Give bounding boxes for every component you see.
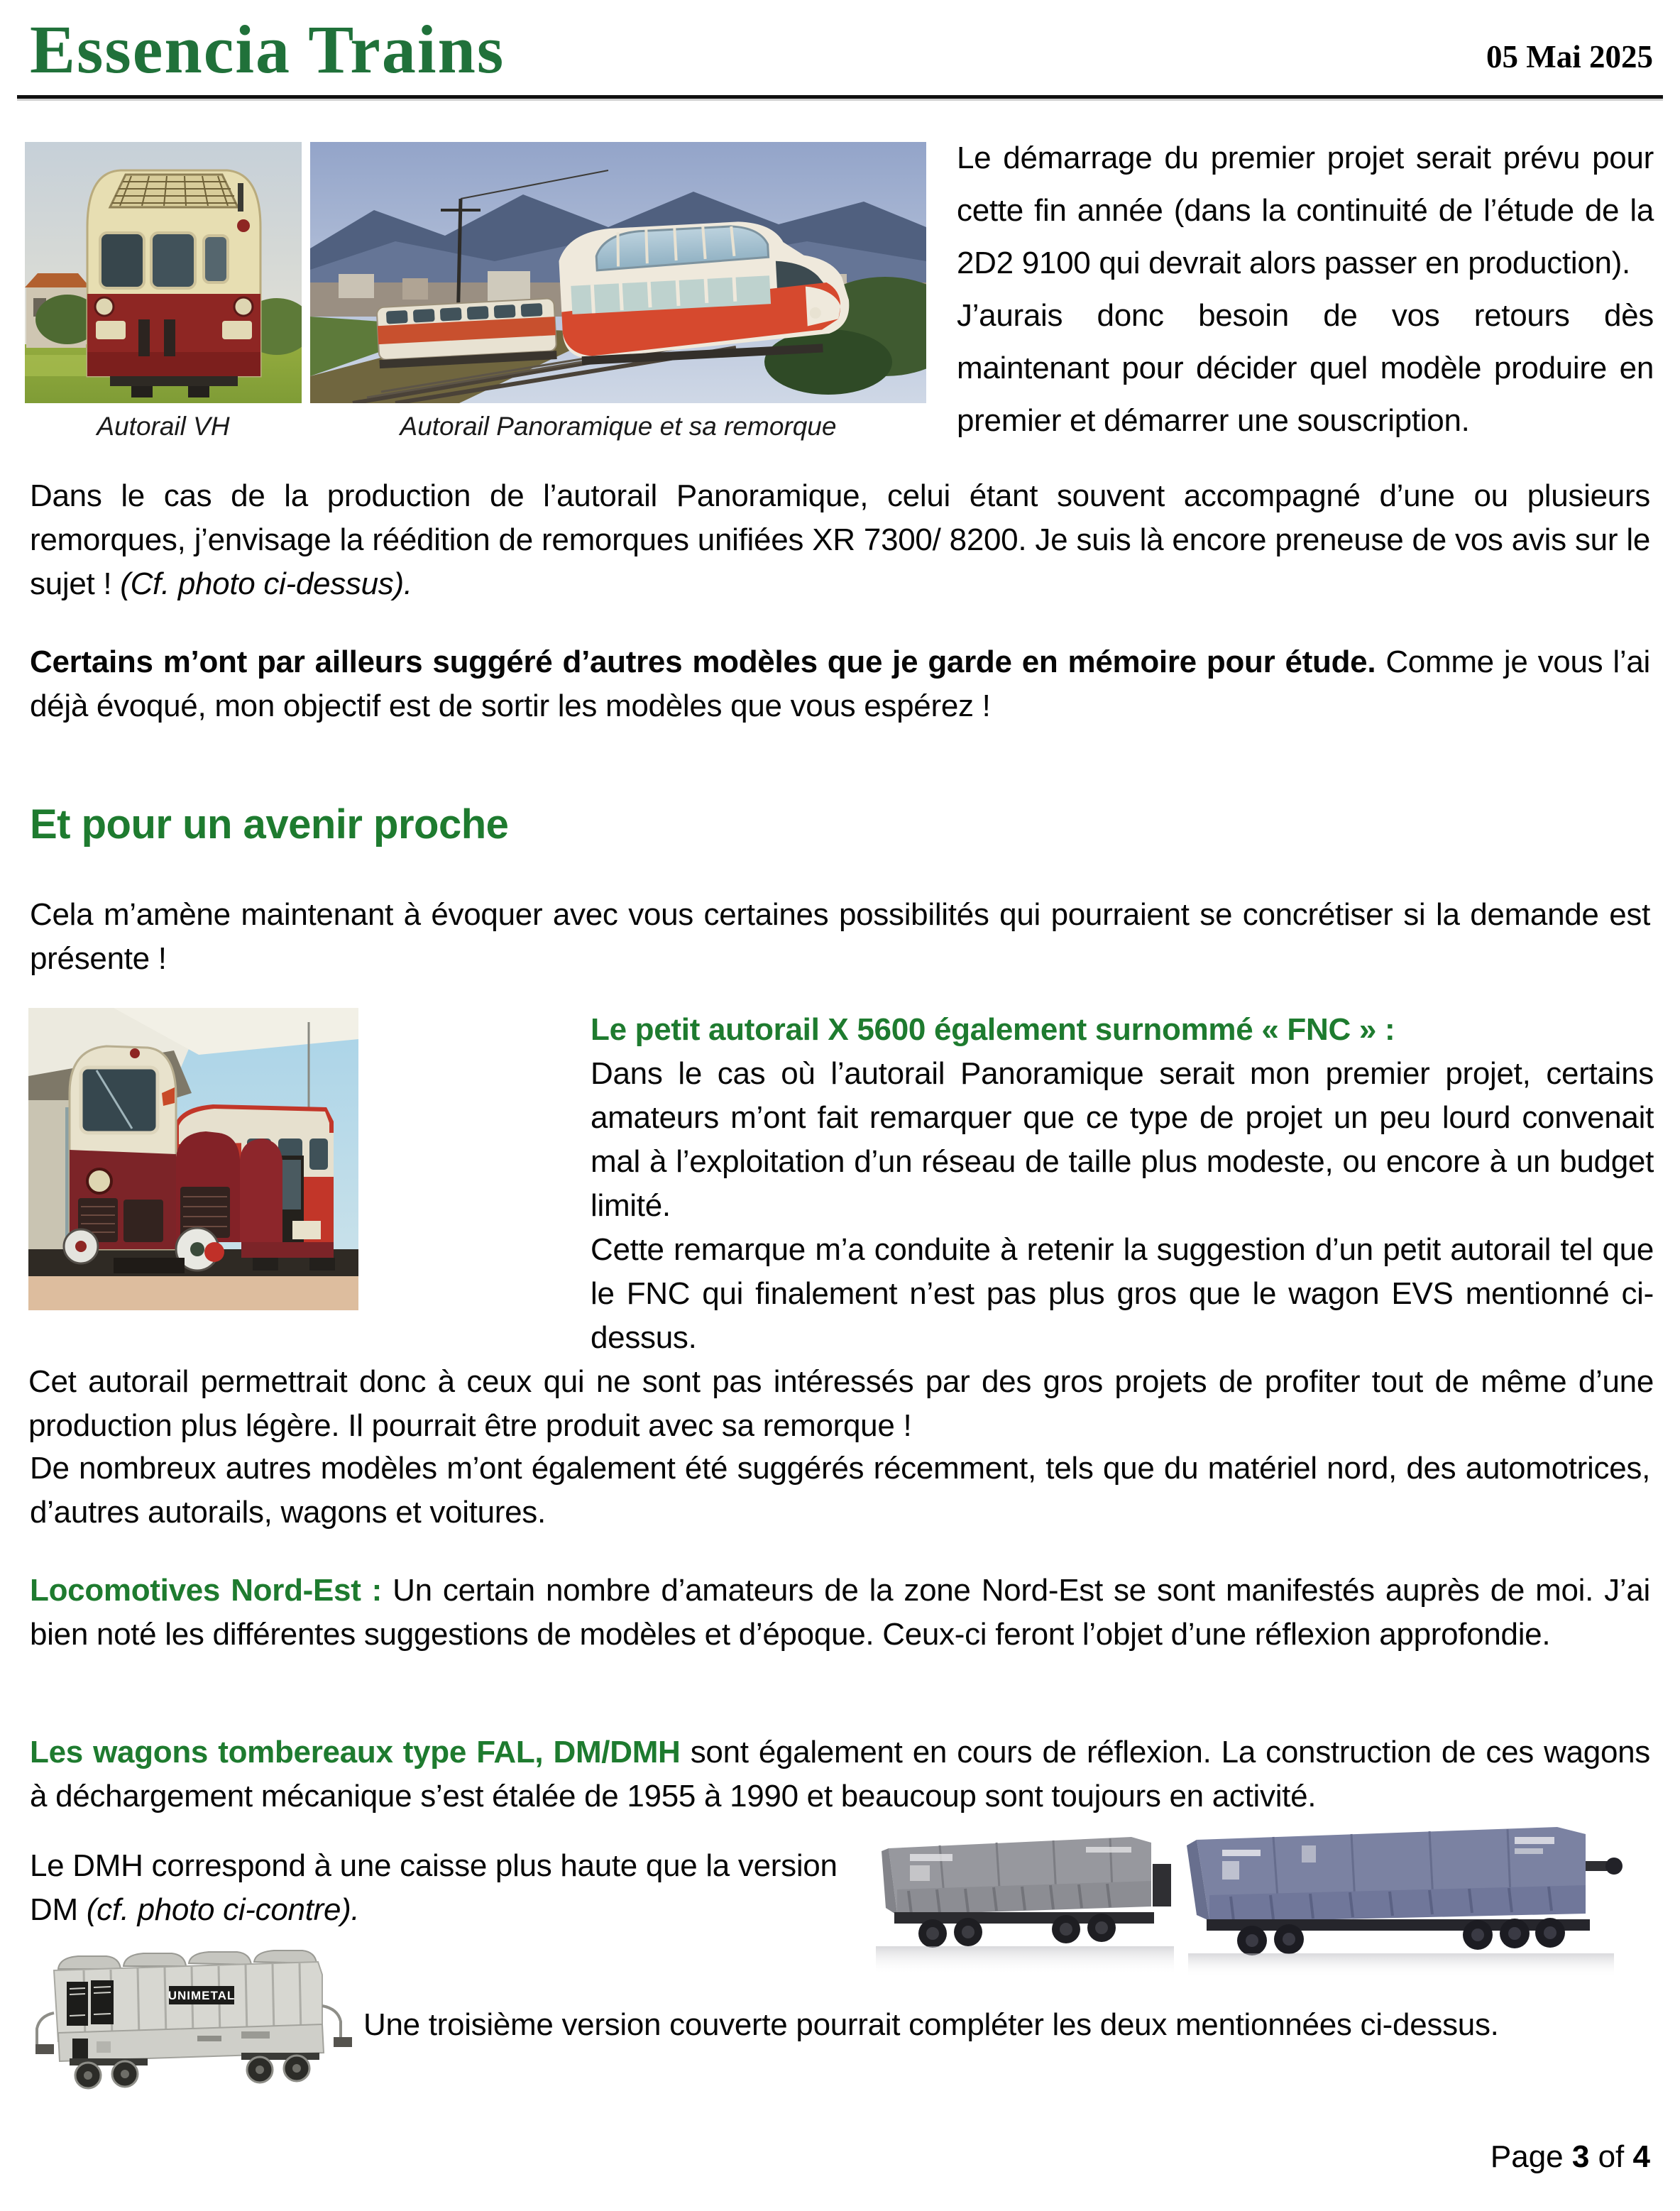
dmh-text: Le DMH correspond à une caisse plus haute que la version DM [30, 1848, 838, 1927]
paragraph-avenir-intro: Cela m’amène maintenant à évoquer avec vous certaines possibilités qui pourraient se concrétiser si la demande est présente ! [30, 897, 1650, 976]
tombereaux-text: sont également en cours de réflexion. La construction de ces wagons à déchargement mécanique s’est étalée de 1955 à 1990 et beaucoup sont toujours en activité. [30, 1735, 1651, 1814]
nord-est-label: Locomotives Nord-Est : [30, 1573, 383, 1608]
wagon-unimetal-illustration [28, 1945, 358, 2097]
paragraph-remorques [30, 474, 1650, 606]
autorail-fnc-illustration [28, 1008, 358, 1310]
intro-paragraph-2: J’aurais donc besoin de vos retours dès maintenant pour décider quel modèle produire en premier et démarrer une souscription. [957, 298, 1654, 438]
autorail-panoramique-illustration [310, 142, 926, 403]
paragraph-autres-modeles-bold: Certains m’ont par ailleurs suggéré d’autres modèles que je garde en mémoire pour étude. [30, 644, 1376, 679]
dmh-note: (cf. photo ci-contre). [86, 1892, 360, 1927]
paragraph-autres-modeles [30, 640, 1650, 728]
photo-wagons-dm-dmh [876, 1821, 1632, 1977]
intro-column [957, 132, 1654, 447]
paragraph-autres-modeles-text: Comme je vous l’ai déjà évoqué, mon objectif est de sortir les modèles que vous espérez ! [30, 644, 1650, 723]
paragraph-dmh [30, 1844, 846, 1932]
footer-total-pages: 4 [1632, 2139, 1650, 2174]
section-heading-avenir: Et pour un avenir proche [30, 801, 509, 847]
footer-page-label: Page [1490, 2139, 1572, 2174]
caption-autorail-panoramique: Autorail Panoramique et sa remorque [400, 412, 837, 441]
fnc-section [28, 1008, 1654, 1448]
fnc-paragraph-2: Cette remarque m’a conduite à retenir la suggestion d’un petit autorail tel que le FNC qui finalement n’est pas plus gros que le wagon EVS mentionné ci-dessus. [591, 1232, 1654, 1355]
photo-autorail-fnc-container [28, 1008, 591, 1317]
header-divider [17, 95, 1663, 99]
page-title: Essencia Trains [30, 11, 505, 87]
autorail-vh-illustration [25, 142, 302, 403]
photo-wagon-unimetal [28, 1945, 358, 2097]
photo-autorail-panoramique [310, 142, 926, 403]
paragraph-suggestions: De nombreux autres modèles m’ont également été suggérés récemment, tels que du matériel nord, des automotrices, d’autres autorails, wagons et voitures. [30, 1451, 1650, 1530]
nord-est-text: Un certain nombre d’amateurs de la zone Nord-Est se sont manifestés auprès de moi. J’ai bien noté les différentes suggestions de modèles et d’époque. Ceux-ci feront l’objet d’une réflexion approfondie. [30, 1573, 1651, 1652]
footer-of-label: of [1589, 2139, 1633, 2174]
footer-page-number: 3 [1571, 2139, 1590, 2174]
fnc-paragraph-3: Cet autorail permettrait donc à ceux qui ne sont pas intéressés par des gros projets de profiter tout de même d’une production plus légère. Il pourrait être produit avec sa remorque ! [28, 1364, 1654, 1443]
photo-autorail-vh [25, 142, 302, 403]
paragraph-troisieme-version: Une troisième version couverte pourrait compléter les deux mentionnées ci-dessus. [363, 2007, 1499, 2042]
fnc-paragraph-1: Dans le cas où l’autorail Panoramique serait mon premier projet, certains amateurs m’ont fait remarquer que ce type de projet un peu lourd convenait mal à l’exploitation d’un réseau de taille plus modeste, ou encore à un budget limité. [591, 1056, 1654, 1223]
issue-date: 05 Mai 2025 [1486, 39, 1653, 75]
paragraph-tombereaux [30, 1730, 1650, 1818]
paragraph-nord-est [30, 1569, 1650, 1657]
paragraph-remorques-note: (Cf. photo ci-dessus). [120, 566, 412, 601]
caption-autorail-vh: Autorail VH [97, 412, 230, 441]
fnc-heading: Le petit autorail X 5600 également surnommé « FNC » : [591, 1012, 1395, 1047]
intro-paragraph-1: Le démarrage du premier projet serait prévu pour cette fin année (dans la continuité de l’étude de la 2D2 9100 qui devrait alors passer en production). [957, 141, 1654, 280]
tombereaux-label: Les wagons tombereaux type FAL, DM/DMH [30, 1735, 681, 1770]
wagon-unimetal-label: UNIMETAL [168, 1989, 236, 2002]
paragraph-remorques-text: Dans le cas de la production de l’autorail Panoramique, celui étant souvent accompagné d’une ou plusieurs remorques, j’envisage la réédition de remorques unifiées XR 7300/ 8200. Je suis là encore preneuse de vos avis sur le sujet ! [30, 478, 1650, 601]
wagons-dm-dmh-illustration [876, 1821, 1632, 1977]
page-footer [1490, 2139, 1650, 2175]
